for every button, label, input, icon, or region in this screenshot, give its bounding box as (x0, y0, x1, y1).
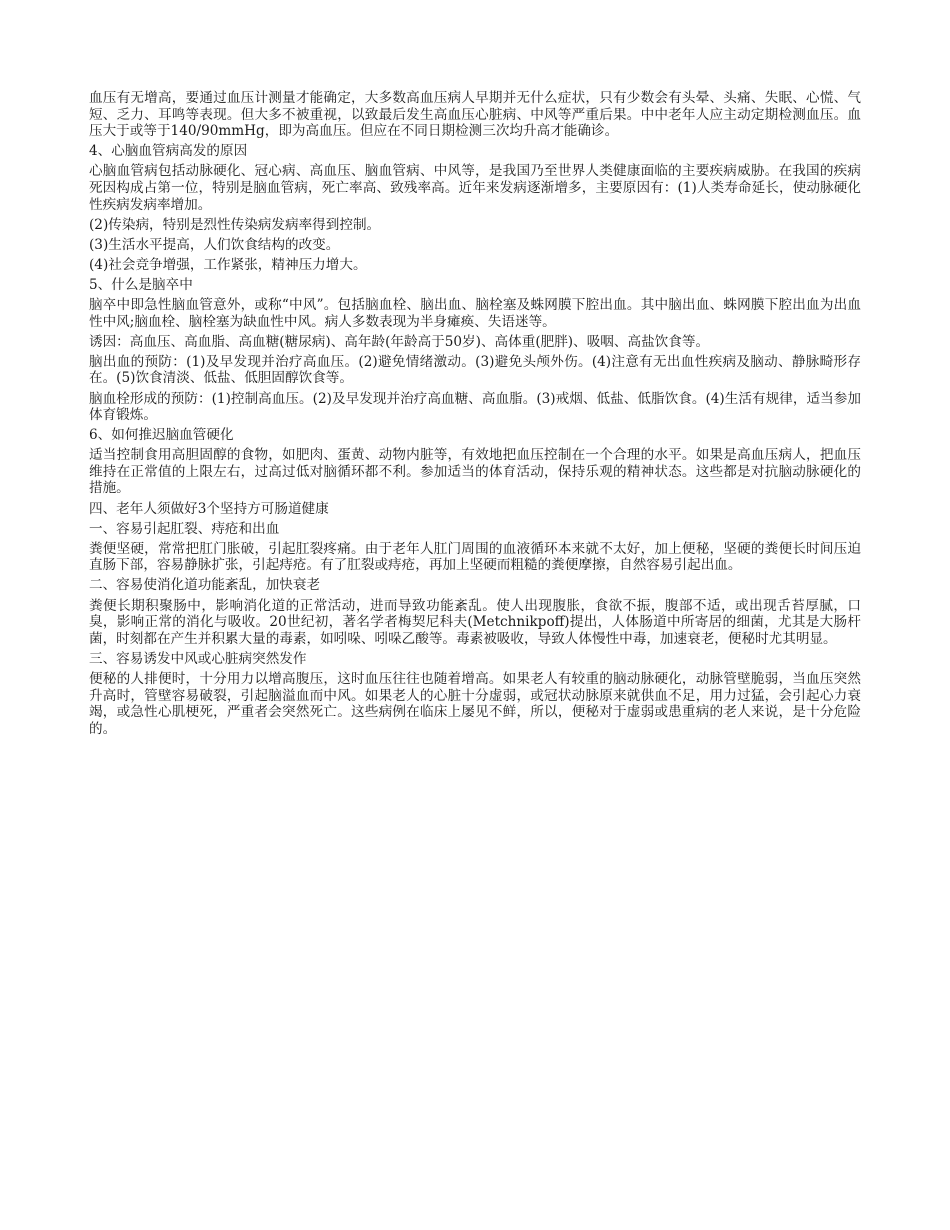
cardio-intro-paragraph: 心脑血管病包括动脉硬化、冠心病、高血压、脑血管病、中风等，是我国乃至世界人类健康面临的主要疾病威胁。在我国的疾病死因构成占第一位，特别是脑血管病，死亡率高、致残率高。近年来发病逐渐增多，主要原因有：(1)人类寿命延长，使动脉硬化性疾病发病率增加。 (89, 163, 861, 213)
document-body (89, 90, 861, 741)
anal-fissure-paragraph: 粪便坚硬，常常把肛门胀破，引起肛裂疼痛。由于老年人肛门周围的血液循环本来就不太好，加上便秘，坚硬的粪便长时间压迫直肠下部，容易静脉扩张，引起痔疮。有了肛裂或痔疮，再加上坚硬而粗糙的粪便摩擦，自然容易引起出血。 (89, 540, 861, 574)
part-4-heading: 四、老年人须做好3个坚持方可肠道健康 (89, 500, 329, 517)
point-2-heading: 二、容易使消化道功能紊乱，加快衰老 (89, 577, 321, 594)
stroke-causes-paragraph: 诱因：高血压、高血脂、高血糖(糖尿病)、高年龄(年龄高于50岁)、高体重(肥胖)、吸咽、高盐饮食等。 (89, 333, 710, 350)
cause-3-paragraph: (3)生活水平提高，人们饮食结构的改变。 (89, 236, 340, 253)
section-4-heading: 4、心脑血管病高发的原因 (89, 143, 248, 160)
digestive-disorder-paragraph: 粪便长期积聚肠中，影响消化道的正常活动，进而导致功能紊乱。使人出现腹胀，食欲不振，腹部不适，或出现舌苔厚腻，口臭，影响正常的消化与吸收。20世纪初，著名学者梅契尼科夫(Metchnikpoff)提出，人体肠道中所寄居的细菌，尤其是大肠杆菌，时刻都在产生并积累大量的毒素，如吲哚、吲哚乙酸等。毒素被吸收，导致人体慢性中毒，加速衰老，便秘时尤其明显。 (89, 597, 861, 647)
stroke-heart-risk-paragraph: 便秘的人排便时，十分用力以增高腹压，这时血压往往也随着增高。如果老人有较重的脑动脉硬化，动脉管壁脆弱，当血压突然升高时，管壁容易破裂，引起脑溢血而中风。如果老人的心脏十分虚弱，或冠状动脉原来就供血不足，用力过猛，会引起心力衰竭，或急性心肌梗死，严重者会突然死亡。这些病例在临床上屡见不鲜，所以，便秘对于虚弱或患重病的老人来说，是十分危险的。 (89, 670, 861, 737)
section-5-heading: 5、什么是脑卒中 (89, 276, 193, 293)
section-6-heading: 6、如何推迟脑血管硬化 (89, 427, 234, 444)
point-1-heading: 一、容易引起肛裂、痔疮和出血 (89, 520, 280, 537)
hemorrhage-prevention-paragraph: 脑出血的预防：(1)及早发现并治疗高血压。(2)避免情绪激动。(3)避免头颅外伤。(4)注意有无出血性疾病及脑动、静脉畸形存在。(5)饮食清淡、低盐、低胆固醇饮食等。 (89, 353, 861, 387)
delay-sclerosis-paragraph: 适当控制食用高胆固醇的食物，如肥肉、蛋黄、动物内脏等，有效地把血压控制在一个合理的水平。如果是高血压病人，把血压维持在正常值的上限左右，过高过低对脑循环都不利。参加适当的体育活动，保持乐观的精神状态。这些都是对抗脑动脉硬化的措施。 (89, 447, 861, 497)
point-3-heading: 三、容易诱发中风或心脏病突然发作 (89, 650, 307, 667)
stroke-definition-paragraph: 脑卒中即急性脑血管意外，或称“中风”。包括脑血栓、脑出血、脑栓塞及蛛网膜下腔出血。其中脑出血、蛛网膜下腔出血为出血性中风;脑血栓、脑栓塞为缺血性中风。病人多数表现为半身瘫痪、失语迷等。 (89, 297, 861, 330)
bp-diagnosis-paragraph: 血压有无增高，要通过血压计测量才能确定，大多数高血压病人早期并无什么症状，只有少数会有头晕、头痛、失眠、心慌、气短、乏力、耳鸣等表现。但大多不被重视，以致最后发生高血压心脏病、中风等严重后果。中中老年人应主动定期检测血压。血压大于或等于140/90mmHg，即为高血压。但应在不同日期检测三次均升高才能确诊。 (89, 90, 861, 140)
cause-4-paragraph: (4)社会竞争增强，工作紧张，精神压力增大。 (89, 256, 367, 273)
thrombosis-prevention-paragraph: 脑血栓形成的预防：(1)控制高血压。(2)及早发现并治疗高血糖、高血脂。(3)戒烟、低盐、低脂饮食。(4)生活有规律，适当参加体育锻炼。 (89, 390, 861, 424)
cause-2-paragraph: (2)传染病，特别是烈性传染病发病率得到控制。 (89, 216, 381, 233)
